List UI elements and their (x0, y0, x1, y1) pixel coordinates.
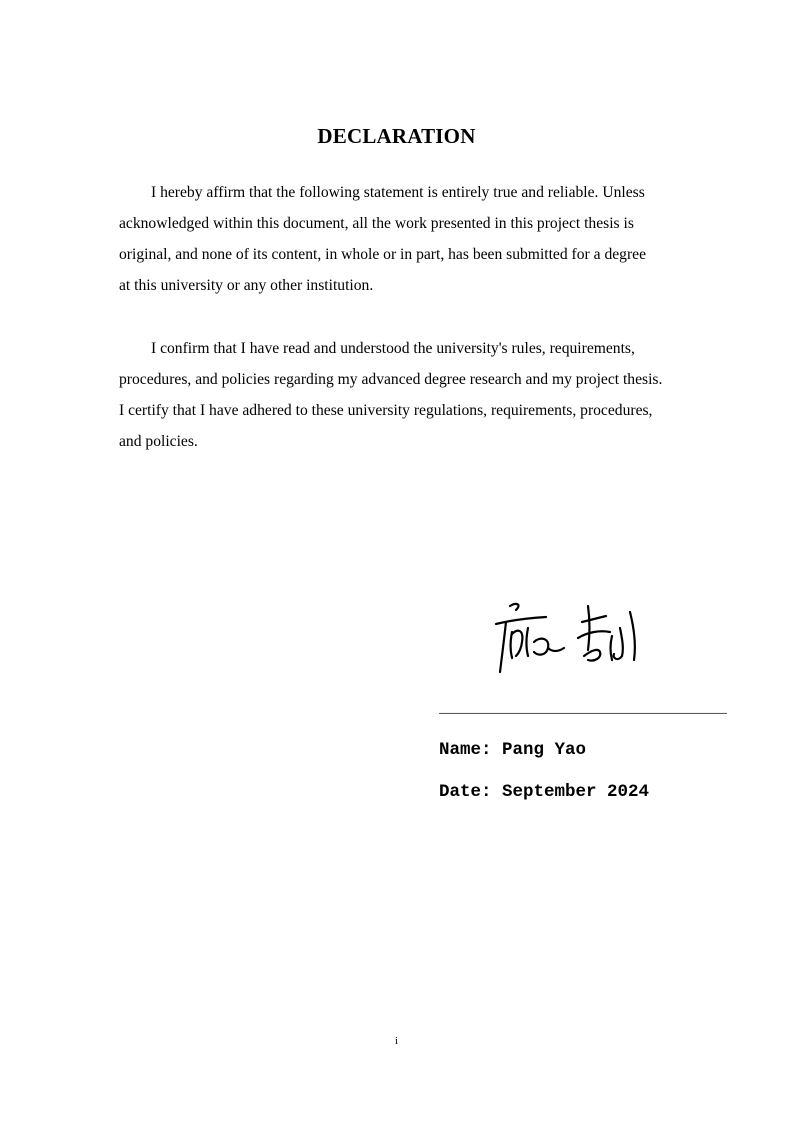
declaration-paragraph-1 (119, 184, 679, 308)
handwritten-signature (488, 598, 648, 678)
date-line: Date: September 2024 (439, 782, 650, 802)
name-line: Name: Pang Yao (439, 740, 587, 760)
paragraph-line: and policies. (119, 433, 198, 450)
paragraph-line: acknowledged within this document, all the work presented in this project thesis is (119, 215, 634, 232)
paragraph-line: procedures, and policies regarding my advanced degree research and my project thesis. (119, 371, 663, 388)
signature-line: ________________________________ (439, 700, 728, 717)
paragraph-line: at this university or any other institution. (119, 277, 374, 294)
declaration-paragraph-2 (119, 340, 679, 464)
paragraph-line: I confirm that I have read and understood the university's rules, requirements, (151, 340, 635, 357)
paragraph-line: I hereby affirm that the following statement is entirely true and reliable. Unless (151, 184, 645, 201)
paragraph-line: original, and none of its content, in whole or in part, has been submitted for a degree (119, 246, 647, 263)
page-number: i (394, 1035, 399, 1047)
page-title: DECLARATION (317, 124, 476, 148)
paragraph-line: I certify that I have adhered to these university regulations, requirements, procedures, (119, 402, 653, 419)
